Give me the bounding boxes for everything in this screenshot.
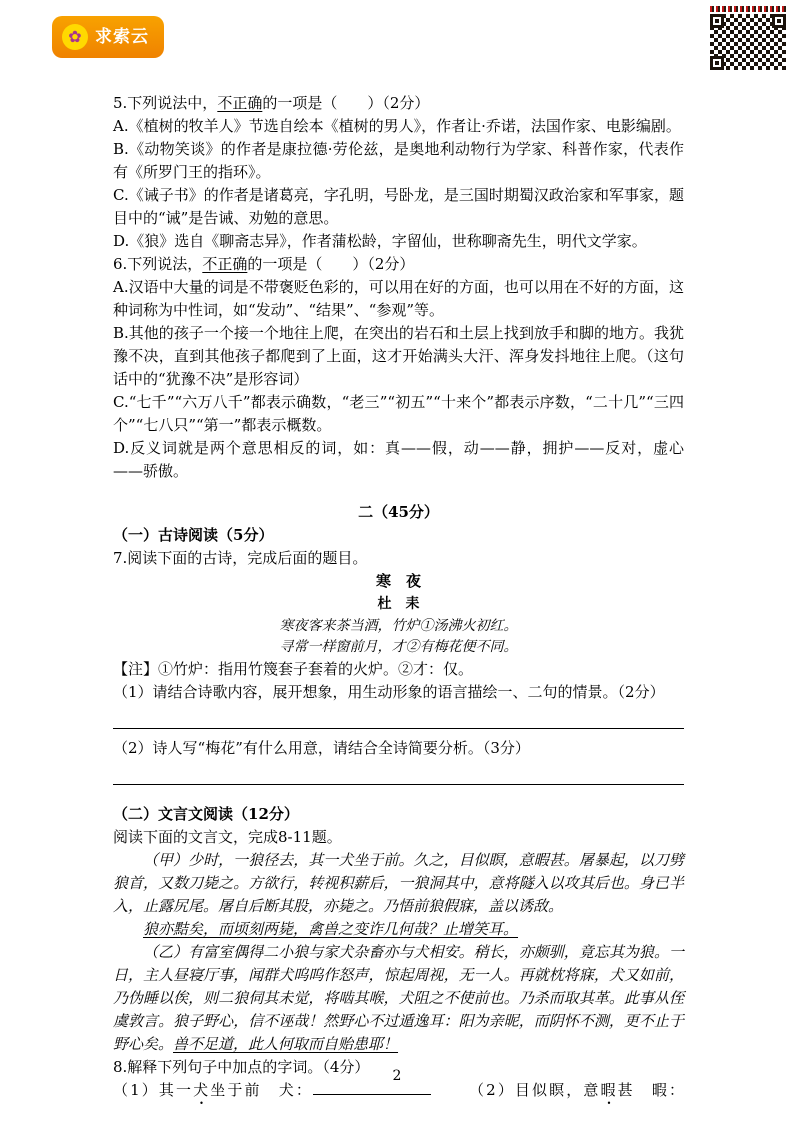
poetry-heading: （一）古诗阅读（5分）: [113, 526, 274, 544]
q5-prefix: 5.下列说法中，: [113, 94, 218, 112]
q6-option-d: D.反义词就是两个意思相反的词，如：真——假，动——静，拥护——反对，虚心——骄傲。: [113, 439, 684, 480]
q5-option-d: D.《狼》选自《聊斋志异》，作者蒲松龄，字留仙，世称聊斋先生，明代文学家。: [113, 232, 647, 250]
question-5-stem: [113, 92, 684, 115]
q8-item2-dotted-char: 暇: [600, 1081, 618, 1099]
q6-option-b: B.其他的孩子一个接一个地往上爬，在突出的岩石和土层上找到放手和脚的地方。我犹豫不决，直到其他孩子都爬到了上面，这才开始满头大汗、浑身发抖地往上爬。（这句话中的“犹豫不决”是形容词）: [113, 324, 684, 388]
q6-option-a: A.汉语中大量的词是不带褒贬色彩的，可以用在好的方面，也可以用在不好的方面，这种词称为中性词，如“发动”、“结果”、“参观”等。: [113, 278, 684, 319]
q8-item1-post: 坐于前 犬：: [210, 1081, 313, 1099]
exam-content: [113, 92, 684, 1122]
q6-prefix: 6.下列说法，: [113, 255, 203, 273]
poem-author: 杜 耒: [377, 596, 420, 612]
poem-line-2: 寻常一样窗前月，才②有梅花便不同。: [279, 639, 518, 655]
q8-item1-pre: （1）其一: [113, 1081, 194, 1099]
qr-finder-icon: [710, 14, 724, 28]
poem-note: 【注】①竹炉：指用竹篾套子套着的火炉。②才：仅。: [113, 660, 474, 678]
page-number: 2: [392, 1068, 402, 1084]
brand-logo: [52, 16, 164, 58]
poem-line-1: 寒夜客来茶当酒，竹炉①汤沸火初红。: [279, 618, 518, 634]
answer-blank-line-1: [113, 704, 684, 729]
q6-option-c: C.“七千”“六万八千”都表示确数，“老三”“初五”“十来个”都表示序数，“二十几”“三四个”“七八只”“第一”都表示概数。: [113, 393, 684, 434]
q6-emphasis: 不正确: [202, 255, 248, 273]
classical-heading: （二）文言文阅读（12分）: [113, 805, 299, 823]
q8-item1-dotted-char: 犬: [193, 1081, 211, 1099]
qr-code: [710, 6, 786, 70]
passage-yi: [113, 941, 684, 1056]
q5-emphasis: 不正确: [217, 94, 263, 112]
poem-title: 寒 夜: [375, 572, 421, 590]
passage-jia: （甲）少时，一狼径去，其一犬坐于前。久之，目似瞑，意暇甚。屠暴起，以刀劈狼首，又数刀毙之。方欲行，转视积薪后，一狼洞其中，意将隧入以攻其后也。身已半入，止露尻尾。屠自后断其股，亦毙之。乃悟前狼假寐，盖以诱敌。: [113, 851, 684, 915]
q8-item2-pre: （2）目似瞑，意: [466, 1081, 601, 1099]
brand-name: 求索云: [95, 26, 149, 47]
passage-yi-underlined: 兽不足道，此人何取而自贻患耶！: [173, 1035, 399, 1053]
q8-item2-post: 甚 暇：: [617, 1081, 684, 1099]
passage-jia-underlined: 狼亦黠矣，而顷刻两毙，禽兽之变诈几何哉？止增笑耳。: [143, 920, 519, 938]
flower-icon: ✿: [62, 24, 88, 50]
q6-suffix: 的一项是（ ）（2分）: [247, 255, 415, 273]
question-8-stem: 8.解释下列句子中加点的字词。（4分）: [113, 1058, 370, 1076]
q5-option-c: C.《诫子书》的作者是诸葛亮，字孔明，号卧龙，是三国时期蜀汉政治家和军事家，题目中的“诫”是告诫、劝勉的意思。: [113, 186, 684, 227]
classical-intro: 阅读下面的文言文，完成8-11题。: [113, 828, 342, 846]
qr-finder-icon: [772, 14, 786, 28]
question-6-stem: [113, 253, 684, 276]
q5-option-b: B.《动物笑谈》的作者是康拉德·劳伦兹，是奥地利动物行为学家、科普作家，代表作有《所罗门王的指环》。: [113, 140, 684, 181]
qr-caption-strip: [710, 6, 786, 12]
q5-suffix: 的一项是（ ）（2分）: [262, 94, 430, 112]
q7-sub1: （1）请结合诗歌内容，展开想象，用生动形象的语言描绘一、二句的情景。（2分）: [113, 683, 665, 701]
q8-item2-blank: [113, 1109, 231, 1122]
qr-image: [710, 14, 786, 70]
answer-blank-line-2: [113, 760, 684, 785]
section-2-title: 二（45分）: [358, 503, 439, 521]
passage-yi-main: （乙）有富室偶得二小狼与家犬杂畜亦与犬相安。稍长，亦颇驯，竟忘其为狼。一日，主人昼寝厅事，闻群犬呜呜作怒声，惊起周视，无一人。再就枕将寐，犬又如前，乃伪睡以俟，则二狼伺其未觉，将啮其喉，犬阻之不使前也。乃杀而取其革。此事从侄虞敦言。狼子野心，信不诬哉！然野心不过遁逸耳：阳为亲昵，而阴怀不测，更不止于野心矣。: [113, 943, 684, 1053]
q7-sub2: （2）诗人写“梅花”有什么用意，请结合全诗简要分析。（3分）: [113, 739, 530, 757]
q5-option-a: A.《植树的牧羊人》节选自绘本《植树的男人》，作者让·乔诺，法国作家、电影编剧。: [113, 117, 681, 135]
qr-finder-icon: [710, 56, 724, 70]
q7-intro: 7.阅读下面的古诗，完成后面的题目。: [113, 549, 368, 567]
